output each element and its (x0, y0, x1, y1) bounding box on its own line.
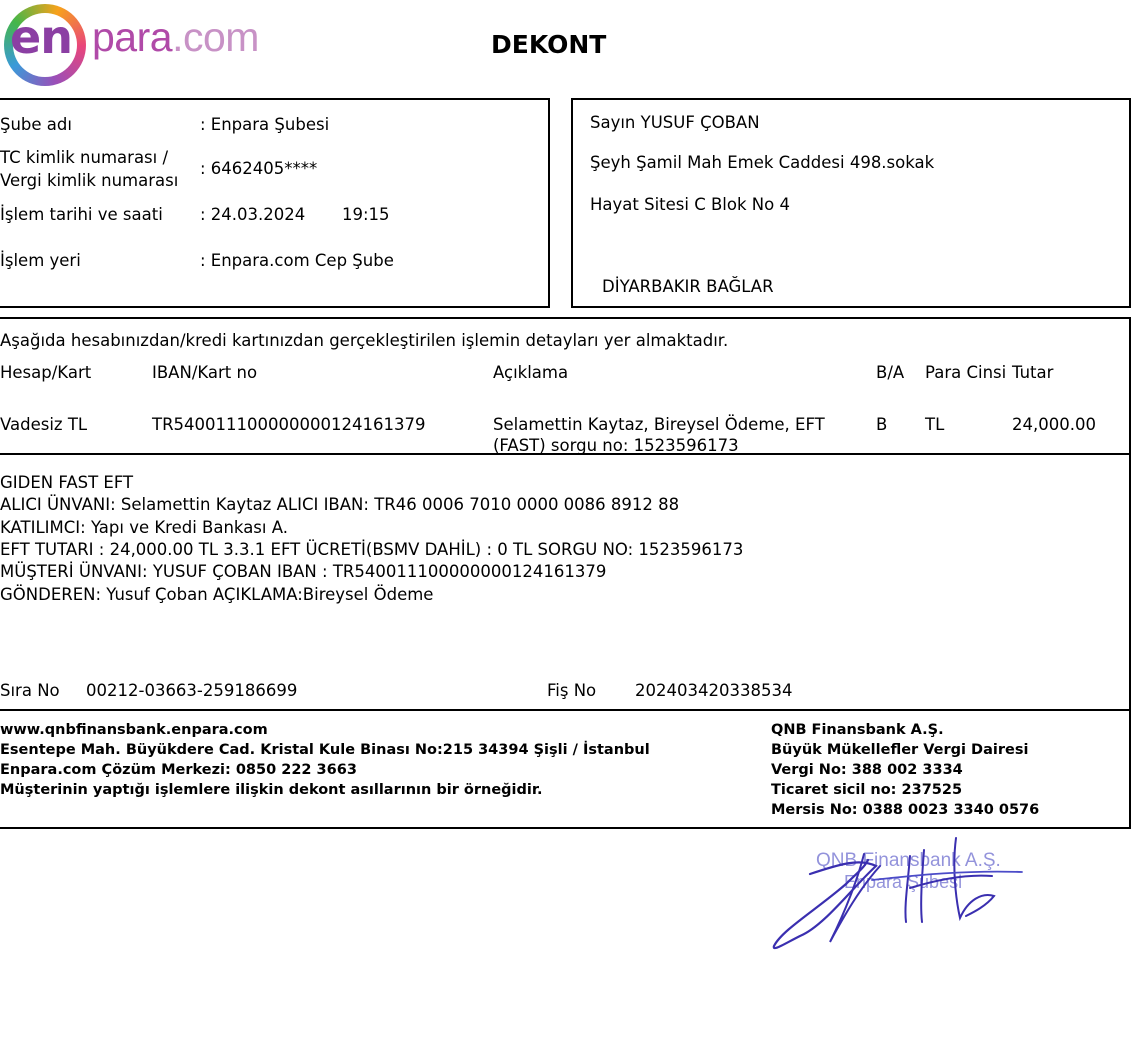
customer-city: DİYARBAKIR BAĞLAR (602, 277, 774, 296)
footer-bank-name: QNB Finansbank A.Ş. (771, 722, 944, 738)
footer-address: Esentepe Mah. Büyükdere Cad. Kristal Kule Binası No:215 34394 Şişli / İstanbul (0, 742, 650, 758)
logo-para: para.com (92, 14, 259, 60)
divider-line (0, 453, 1131, 455)
signature-stamp (760, 826, 1040, 962)
detail-line: KATILIMCI: Yapı ve Kredi Bankası A. (0, 518, 288, 537)
sira-no-value: 00212-03663-259186699 (86, 681, 298, 700)
stamp-line-2: Enpara Şubesi (844, 872, 963, 892)
row-ba: B (876, 415, 888, 434)
footer-call-center: Enpara.com Çözüm Merkezi: 0850 222 3663 (0, 762, 357, 778)
header-para-cinsi: Para Cinsi (925, 363, 1007, 382)
tc-label-1: TC kimlik numarası / (0, 148, 169, 167)
fis-no-label: Fiş No (547, 681, 597, 700)
row-aciklama-2: (FAST) sorgu no: 1523596173 (493, 436, 739, 454)
date-value: : 24.03.2024 (200, 205, 306, 224)
logo-en: en (10, 10, 72, 64)
tc-value: : 6462405**** (200, 159, 318, 178)
header-hesap: Hesap/Kart (0, 363, 92, 382)
place-value: : Enpara.com Cep Şube (200, 251, 394, 270)
footer-note: Müşterinin yaptığı işlemlere ilişkin dekont asıllarının bir örneğidir. (0, 782, 543, 798)
detail-line: EFT TUTARI : 24,000.00 TL 3.3.1 EFT ÜCRETİ(BSMV DAHİL) : 0 TL SORGU NO: 1523596173 (0, 540, 744, 559)
detail-line: GÖNDEREN: Yusuf Çoban AÇIKLAMA:Bireysel Ödeme (0, 585, 434, 604)
sira-no-label: Sıra No (0, 681, 60, 700)
customer-address-1: Şeyh Şamil Mah Emek Caddesi 498.sokak (590, 153, 935, 172)
document-title: DEKONT (491, 30, 607, 59)
customer-greeting: Sayın YUSUF ÇOBAN (590, 113, 760, 132)
place-label: İşlem yeri (0, 251, 81, 270)
row-iban: TR540011100000000124161379 (152, 415, 426, 434)
row-para: TL (925, 415, 945, 434)
fis-no-value: 202403420338534 (635, 681, 793, 700)
enpara-logo (0, 0, 270, 92)
header-ba: B/A (876, 363, 905, 382)
header-aciklama: Açıklama (493, 363, 569, 382)
date-label: İşlem tarihi ve saati (0, 205, 163, 224)
tc-label-2: Vergi kimlik numarası (0, 171, 179, 190)
detail-line: MÜŞTERİ ÜNVANI: YUSUF ÇOBAN IBAN : TR540011100000000124161379 (0, 562, 607, 581)
header-tutar: Tutar (1012, 363, 1054, 382)
footer-tax-no: Vergi No: 388 002 3334 (771, 762, 963, 778)
row-tutar: 24,000.00 (1012, 415, 1096, 434)
customer-address-2: Hayat Sitesi C Blok No 4 (590, 195, 790, 214)
time-value: 19:15 (342, 205, 390, 224)
detail-line: GIDEN FAST EFT (0, 473, 134, 492)
transaction-intro: Aşağıda hesabınızdan/kredi kartınızdan gerçekleştirilen işlemin detayları yer almaktadır. (0, 331, 729, 350)
sube-value: : Enpara Şubesi (200, 115, 330, 134)
footer-trade-registry: Ticaret sicil no: 237525 (771, 782, 963, 798)
header-iban: IBAN/Kart no (152, 363, 258, 382)
detail-line: ALICI ÜNVANI: Selamettin Kaytaz ALICI IBAN: TR46 0006 7010 0000 0086 8912 88 (0, 495, 680, 514)
footer-website: www.qnbfinansbank.enpara.com (0, 722, 268, 738)
row-aciklama-1: Selamettin Kaytaz, Bireysel Ödeme, EFT (493, 415, 825, 434)
row-hesap: Vadesiz TL (0, 415, 88, 434)
footer-mersis: Mersis No: 0388 0023 3340 0576 (771, 802, 1040, 818)
sube-label: Şube adı (0, 115, 72, 134)
stamp-line-1: QNB Finansbank A.Ş. (816, 850, 1001, 871)
footer-tax-office: Büyük Mükellefler Vergi Dairesi (771, 742, 1029, 758)
